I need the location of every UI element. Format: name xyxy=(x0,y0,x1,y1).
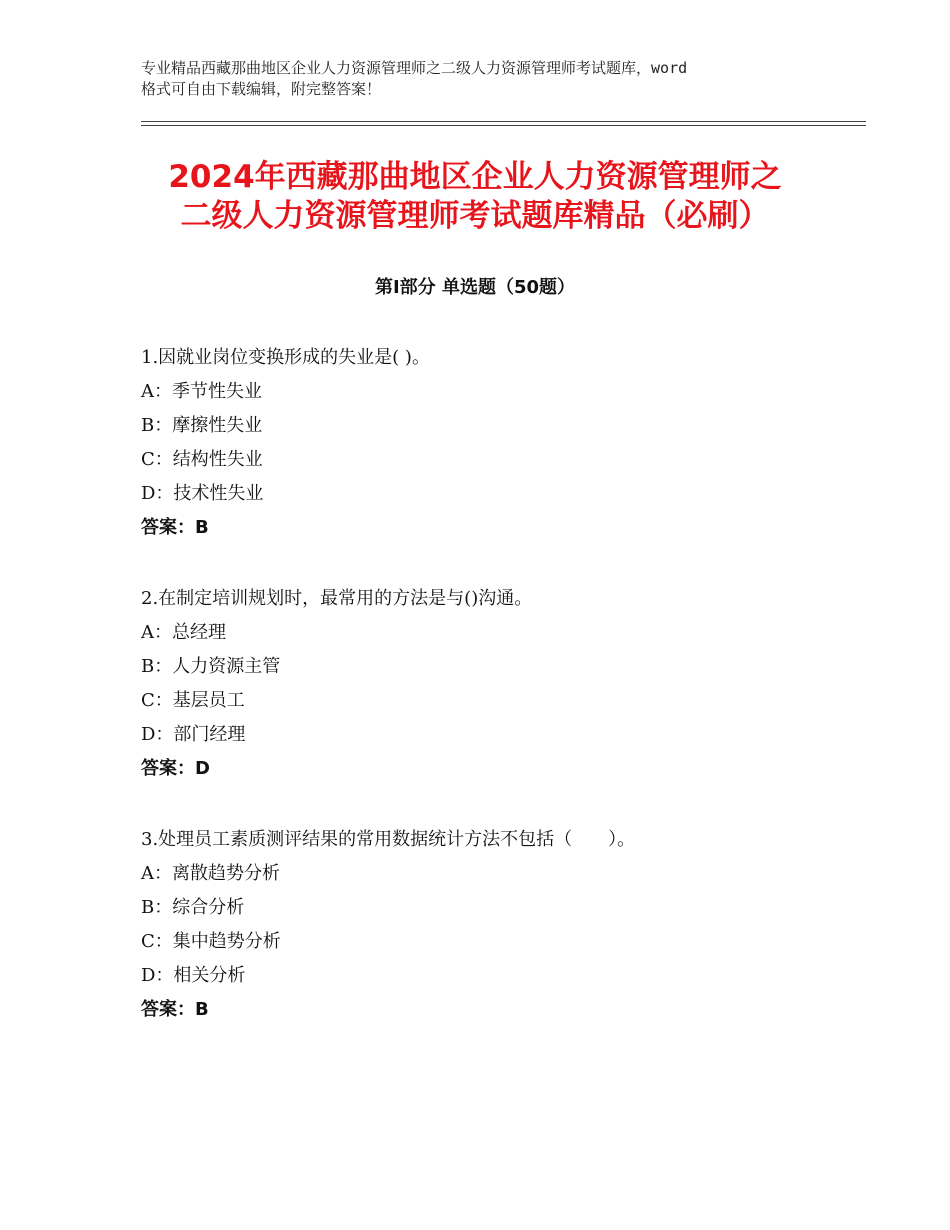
option-a: A：总经理 xyxy=(141,622,226,643)
question-stem: 1.因就业岗位变换形成的失业是( )。 xyxy=(141,347,430,368)
option-b: B：人力资源主管 xyxy=(141,656,281,677)
option-c: C：基层员工 xyxy=(141,690,245,711)
option-c: C：集中趋势分析 xyxy=(141,931,281,952)
option-d: D：相关分析 xyxy=(141,965,246,986)
question-2 xyxy=(141,584,861,788)
question-1 xyxy=(141,343,861,547)
document-title-line-1: 2024年西藏那曲地区企业人力资源管理师之 xyxy=(168,159,782,195)
section-title: 第Ⅰ部分 单选题（50题） xyxy=(374,277,575,298)
option-b: B：摩擦性失业 xyxy=(141,415,263,436)
question-stem: 2.在制定培训规划时，最常用的方法是与()沟通。 xyxy=(141,588,533,609)
answer: 答案：B xyxy=(141,517,209,538)
answer: 答案：B xyxy=(141,999,209,1020)
option-d: D：技术性失业 xyxy=(141,483,264,504)
question-stem: 3.处理员工素质测评结果的常用数据统计方法不包括（ ）。 xyxy=(141,829,636,850)
header-divider-bottom xyxy=(141,125,866,126)
header-divider-top xyxy=(141,121,866,122)
header-note-line-2: 格式可自由下载编辑，附完整答案！ xyxy=(141,80,382,98)
question-3 xyxy=(141,825,861,1029)
option-d: D：部门经理 xyxy=(141,724,246,745)
document-title-line-2: 二级人力资源管理师考试题库精品（必刷） xyxy=(180,198,770,234)
answer: 答案：D xyxy=(141,758,210,779)
document-title xyxy=(100,158,850,236)
option-a: A：离散趋势分析 xyxy=(141,863,280,884)
option-b: B：综合分析 xyxy=(141,897,245,918)
option-c: C：结构性失业 xyxy=(141,449,263,470)
header-note xyxy=(141,58,831,100)
question-list xyxy=(141,343,861,1066)
header-note-line-1: 专业精品西藏那曲地区企业人力资源管理师之二级人力资源管理师考试题库，word xyxy=(141,59,688,77)
option-a: A：季节性失业 xyxy=(141,381,262,402)
